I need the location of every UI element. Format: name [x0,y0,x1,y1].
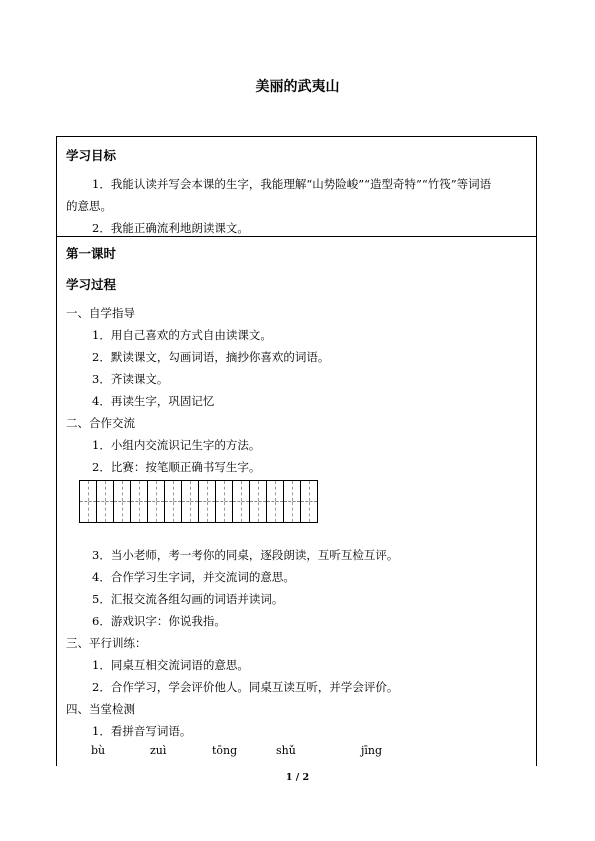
pinyin-label: bù [91,744,106,757]
pinyin-label: zuì [150,744,167,757]
goal-line-1a: 1．我能认读并写会本课的生字，我能理解“山势险峻”“造型奇特”“竹筏”等词语 [92,177,492,191]
section-2-heading: 二、合作交流 [66,416,135,430]
list-item: 1．用自己喜欢的方式自由读课文。 [92,328,272,342]
list-item: 3．当小老师，考一考你的同桌，逐段朗读，互听互检互评。 [92,548,399,562]
list-item: 3．齐读课文。 [92,372,169,386]
worksheet-frame [56,136,537,766]
list-item: 5．汇报交流各组勾画的词语并读词。 [92,592,284,606]
goal-line-1b: 的意思。 [66,199,112,213]
lesson-heading: 第一课时 [66,246,117,261]
list-item: 4．再读生字，巩固记忆 [92,394,215,408]
list-item: 2．默读课文，勾画词语，摘抄你喜欢的词语。 [92,350,330,364]
list-item: 4．合作学习生字词，并交流词的意思。 [92,570,295,584]
pinyin-label: shǔ [276,744,296,757]
goal-line-2: 2．我能正确流利地朗读课文。 [92,221,249,235]
goals-heading: 学习目标 [66,148,117,163]
section-4-heading: 四、当堂检测 [66,702,135,716]
list-item: 1．同桌互相交流词语的意思。 [92,658,249,672]
section-1-heading: 一、自学指导 [66,306,135,320]
process-heading: 学习过程 [66,277,117,292]
list-item: 2．合作学习，学会评价他人。同桌互读互听，并学会评价。 [92,680,399,694]
section-3-heading: 三、平行训练： [66,636,147,650]
section-divider [57,236,536,237]
list-item: 2．比赛：按笔顺正确书写生字。 [92,460,261,474]
list-item: 1．看拼音写词语。 [92,724,192,738]
writing-grid[interactable] [79,480,318,523]
page-title: 美丽的武夷山 [255,79,340,95]
pinyin-label: tōng [212,744,238,757]
pinyin-label: jīng [361,744,383,757]
page-number: 1 / 2 [285,772,310,783]
list-item: 6．游戏识字：你说我指。 [92,614,226,628]
list-item: 1．小组内交流识记生字的方法。 [92,438,261,452]
